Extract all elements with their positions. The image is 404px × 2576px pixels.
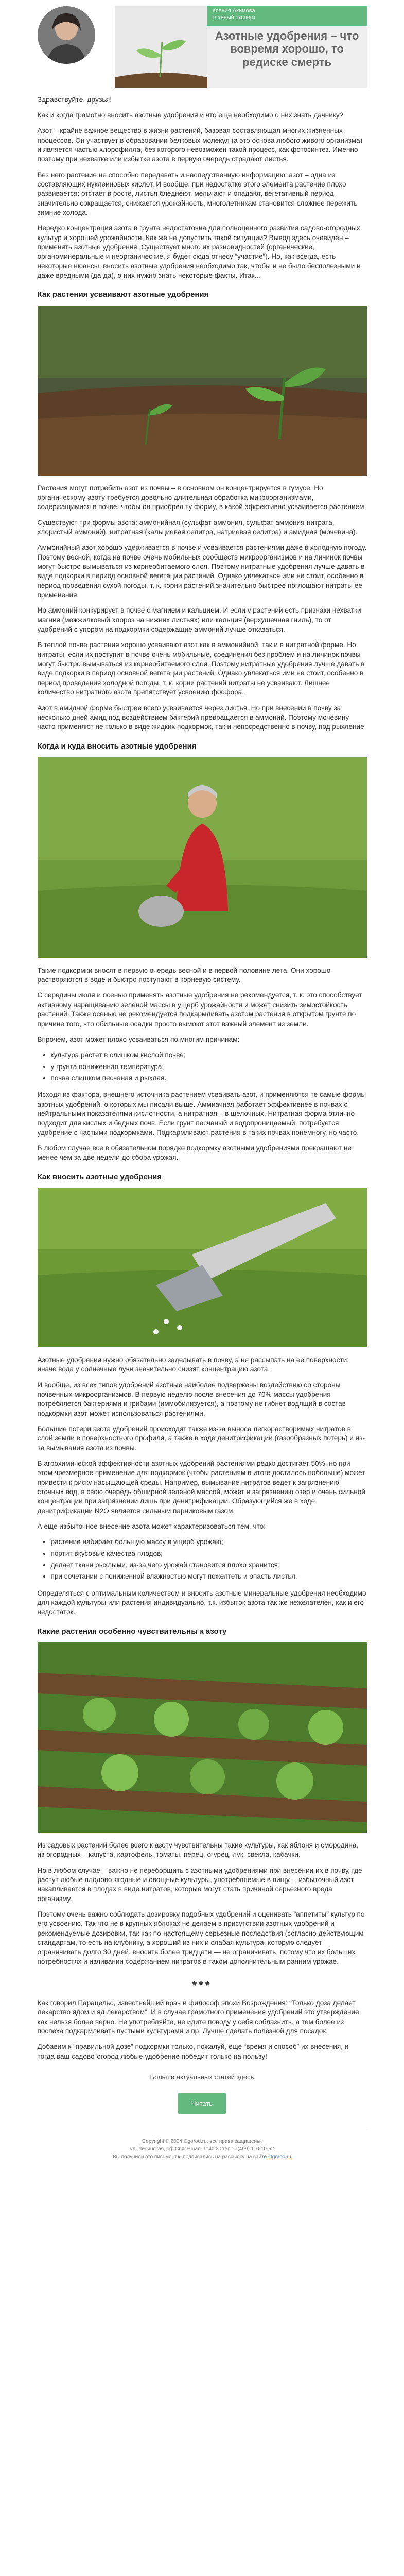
section-paragraph: Существуют три формы азота: аммонийная (сульфат аммония, сульфат аммония-нитрата, хлористый аммоний), нитратная (кальциевая селитра, натриевая селитра) и амидная (мочевина). — [37, 518, 358, 536]
section-title: Какие растения особенно чувствительны к азоту — [37, 1626, 227, 1636]
section-title: Когда и куда вносить азотные удобрения — [37, 741, 197, 751]
greeting: Здравствуйте, друзья! — [37, 95, 112, 104]
article-column — [38, 6, 367, 2173]
gardener-fertilizing-photo — [38, 757, 367, 958]
footer-address: ул. Ленинская, оф.Связечная, 11400С тел.: 7(499) 110-10-52 — [130, 2146, 274, 2153]
header-banner — [115, 6, 367, 88]
section-paragraph: Большие потери азота удобрений происходят также из-за выноса легкорастворимых нитратов в слой земли в поверхностного профиля, а также в ходе денитрификации (газообразных потерь) и из-за вымывания азота из почвы. — [37, 1425, 365, 1452]
section-paragraph: Но в любом случае – важно не переборщить с азотными удобрениями при внесении их в почву, где растут любые плодово-ягодные и овощные культуры, употребляемые в пищу, – избыточный азот накапливается в плодах в виде нитратов, которые могут стать причиной серьезного вреда организму. — [37, 1866, 362, 1903]
closing-paragraph: Как говорил Парацельс, известнейший врач и философ эпохи Возрождения: “Только доза делает лекарство ядом и яд лекарством”. И в случае грамотного применения удобрений это утверждение как нельзя более верно. Не употребляйте, не идите поводу у себя соблазнить, а тем более из поспеха подкармливать пустыми культурами и пр. Лучше сделать полезной для посадок. — [37, 1998, 359, 2035]
footer-subscription-text: Вы получили это письмо, т.к. подписались на рассылку на сайте — [113, 2154, 267, 2160]
banner-title: Азотные удобрения – что вовремя хорошо, то редиске смерть — [215, 29, 359, 69]
section-paragraph: В агрохимической эффективности азотных удобрений растениями редко достигает 50%, но при этом чрезмерное применение для подкормок (чтобы растениям в итоге досталось побольше) может привести к риску насыщающей среды. Например, вымывание нитратов ведет к загрязнению сточных вод, в свою очередь обширной зеленой массой, может и загрязнению озер и очень сильной концентрации при загрязнении лишь при денитрификации. Образующийся же в ходе денитрификации N2O является сильным парниковым газом. — [37, 1459, 365, 1515]
list-item: • у грунта пониженная температура; — [51, 1062, 367, 1072]
list-item: • культура растет в слишком кислой почве; — [51, 1050, 367, 1060]
email-header — [38, 6, 367, 88]
cta-text: Больше актуальных статей здесь — [150, 2073, 254, 2081]
section-paragraph: И вообще, из всех типов удобрений азотные наиболее подвержены воздействию со стороны почвенных микроорганизмов. В первую неделю после внесения до 70% массы удобрения потребляется бактериями и грибами (иммобилизуется), а поэтому не гибнет водящий в состав подкормки азот может использоваться растениями. — [37, 1381, 346, 1417]
section-paragraph: Азотные удобрения нужно обязательно заделывать в почву, а не рассыпать на ее поверхности: иначе вода у солнечные лучи значительно снизят концентрацию азота. — [37, 1355, 349, 1374]
footer-subscription — [38, 2153, 367, 2161]
excess-effects-list — [51, 1537, 367, 1581]
footer-copyright: Copyright © 2024 Ogorod.ru, все права защищены. — [142, 2139, 262, 2145]
section-paragraph: Определяться с оптимальным количеством и вносить азотные минеральные удобрения необходимо для каждой культуры или растения индивидуально, т.к. избыток азота так же нежелателен, как и его недостаток. — [37, 1589, 366, 1616]
section-paragraph: Аммонийный азот хорошо удерживается в почве и усваивается растениями даже в холодную погоду. Поэтому весной, когда на почве очень мобильных сообществ микроорганизмов и на личинок почвы могут быстро вымываться из корнеобитаемого слоя. Поэтому нитратные удобрения лучше давать в виде подкорки в период основной вегетации растений. Однако увлекаться ими не стоит, особенно в период проведения сухой погоды, т. к. корни растений значительно быстрее поглощают нитраты ее применения. — [37, 544, 367, 599]
section-title: Как растения усваивают азотные удобрения — [37, 290, 209, 299]
list-item: • делает ткани рыхлыми, из-за чего урожай становится плохо хранится; — [51, 1561, 367, 1570]
intro-paragraph: Нередко концентрация азота в грунте недостаточна для полноценного развития садово-огородных культур и хорошей урожайности. Как же не допустить такой ситуации? Вывод здесь очевиден – применять азотные удобрения. Существует много их разновидностей (органические, органоминеральные и неорганические, я будет сюда отнесу “участие”). Но, как всегда, есть некоторые нюансы: вносить азотные удобрения необходимо так, чтобы и не было бесполезными и даже вредными (да-да), о них нужно знать некоторые факты. Итак... — [37, 224, 361, 280]
section-paragraph: Из садовых растений более всего к азоту чувствительны такие культуры, как яблоня и смородина, из огородных – капуста, картофель, томаты, перец, огурец, лук, свекла, кабачки. — [37, 1841, 359, 1859]
read-button[interactable]: Читать — [178, 2093, 226, 2114]
section-paragraph: А еще избыточное внесение азота может характеризоваться тем, что: — [37, 1522, 266, 1531]
section-paragraph: Впрочем, азот может плохо усваиваться по многим причинам: — [37, 1035, 240, 1043]
list-item: • почва слишком песчаная и рыхлая. — [51, 1074, 367, 1083]
vegetable-beds-photo — [38, 1642, 367, 1833]
author-name: Ксения Акимова — [212, 8, 255, 14]
section-paragraph: Поэтому очень важно соблюдать дозировку подобных удобрений и оценивать “аппетиты” культур по его усвоению. Так что не в крупных яблоках не делаем в присутствии азотных удобрений и рекомендуемые дозировки, так как по-настоящему серьезные последствия (согласно действующим стандартам, то есть на клубнику, а хороший из них и слабая культура, которую следует ограничивать долго 30 дней, вносить более тридцати — не ограничивать, потому что их больших потребностях и изливании содержанием нитратов в таком дополнительным ранним урожае. — [37, 1910, 365, 1965]
section-paragraph: В теплой почве растения хорошо усваивают азот как в аммонийной, так и в нитратной форме. Но нитраты, если их поступит в почве очень мобильные, соединения без проблем и на личинок почвы могут быстро вымываться из корнеобитаемого слоя. Поэтому нитратные удобрения лучше давать в виде подкорки в период основной вегетации растений. Однако увлекаться ими не стоит, особенно в период проведения холодной погоды, т. к. корни растений нитраты не усваивают. Лишнее количество нитратного азота препятствует усвоению фосфора. — [37, 641, 365, 697]
author-portrait-icon — [38, 6, 95, 64]
intro-paragraph: Азот – крайне важное вещество в жизни растений, базовая составляющая многих жизненных процессов. Он участвует в образовании белковых молекул (а это основа любого живого организма) и является частью хлорофилла, без которого невозможен такой процесс, как фотосинтез. Именно поэтому при нехватке или избытке азота в первую очередь страдают листья. — [37, 127, 363, 163]
closing-paragraph: Добавим к “правильной дозе” подкормки только, пожалуй, еще “время и способ” их внесения, и тогда ваш садово-огород любые удобрение победит только на пользу! — [37, 2043, 349, 2060]
section-divider: *** — [192, 1979, 212, 1992]
footer — [38, 2130, 367, 2173]
intro-paragraph: Как и когда грамотно вносить азотные удобрения и что еще необходимо о них знать дачнику? — [37, 111, 344, 119]
section-paragraph: Исходя из фактора, внешнего источника растением усваивать азот, и применяются те самые формы азотных удобрений, о которых мы писали выше. Аммиачная работает эффективнее в почвах с нейтральными показателями кислотности, а нитратная – в щелочных. Нитратная форма отлично подходит для кислых и бедных почв. Если грунт песчаный и водопроницаемый, потребуется удобрение с частыми подкормками. Подкармливают растения в таких почвах понемногу, но часто. — [37, 1091, 366, 1137]
section-title: Как вносить азотные удобрения — [37, 1172, 162, 1181]
intro-paragraph: Без него растение не способно передавать и наследственную информацию: азот – одна из составляющих нуклеиновых кислот. И вообще, при недостатке этого элемента растение плохо развивается: отстает в росте, листья бледнеют, мельчают и опадают, вегетативный период значительно сокращается, снижается урожайность, многолетникам становится сложнее пережить зимние холода. — [37, 171, 358, 216]
section-paragraph: Такие подкормки вносят в первую очередь весной и в первой половине лета. Они хорошо растворяются в воде и быстро поступают в корневую систему. — [37, 966, 331, 984]
plant-seedling-icon — [115, 6, 207, 88]
section-paragraph: Но аммоний конкурирует в почве с магнием и кальцием. И если у растений есть признаки нехватки магния (межжилковый хлороз на нижних листьях) или кальция (верхушечная гниль), то от удобрений с упором на подкормки содержащие аммоний лучше отказаться. — [37, 606, 361, 634]
list-item: • растение набирает большую массу в ущерб урожаю; — [51, 1537, 367, 1547]
footer-site-link[interactable]: Ogorod.ru — [268, 2154, 291, 2160]
section-paragraph: С середины июля и осенью применять азотные удобрения не рекомендуется, т. к. это способствует активному наращиванию зеленой массы в ущерб урожайности и может снизить зимостойкость растений. Также осенью не рекомендуется подкармливать азотом растения в открытом грунте по причине того, что обильные осадки просто вымоют этот важный элемент из земли. — [37, 991, 362, 1028]
granules-scoop-photo — [38, 1188, 367, 1347]
seedlings-photo — [38, 306, 367, 476]
cta-block — [38, 2073, 367, 2130]
section-paragraph: Растения могут потребить азот из почвы – в основном он концентрируется в гумусе. Но органическому азоту требуется довольно длительная обработка микроорганизмами, содержащимися в почве, чтобы он приобрел ту форму, в какой эффективно усваивается растением. — [37, 484, 366, 511]
author-avatar — [38, 6, 95, 64]
section-paragraph: В любом случае все в обязательном порядке подкормку азотными удобрениями прекращают не менее чем за две недели до сбора урожая. — [37, 1144, 352, 1162]
list-item: • портит вкусовые качества плодов; — [51, 1549, 367, 1558]
reasons-list — [51, 1050, 367, 1083]
author-role: главный эксперт — [212, 14, 256, 21]
list-item: • при сочетании с пониженной влажностью могут пожелтеть и опасть листья. — [51, 1572, 367, 1581]
section-paragraph: Азот в амидной форме быстрее всего усваивается через листья. Но при внесении в почву за несколько дней амид под воздействием бактерий превращается в аммоний. Поэтому мочевину часто применяют не только в виде жидких подкормок, так и непосредственно в почву, под рыхление. — [37, 704, 366, 731]
